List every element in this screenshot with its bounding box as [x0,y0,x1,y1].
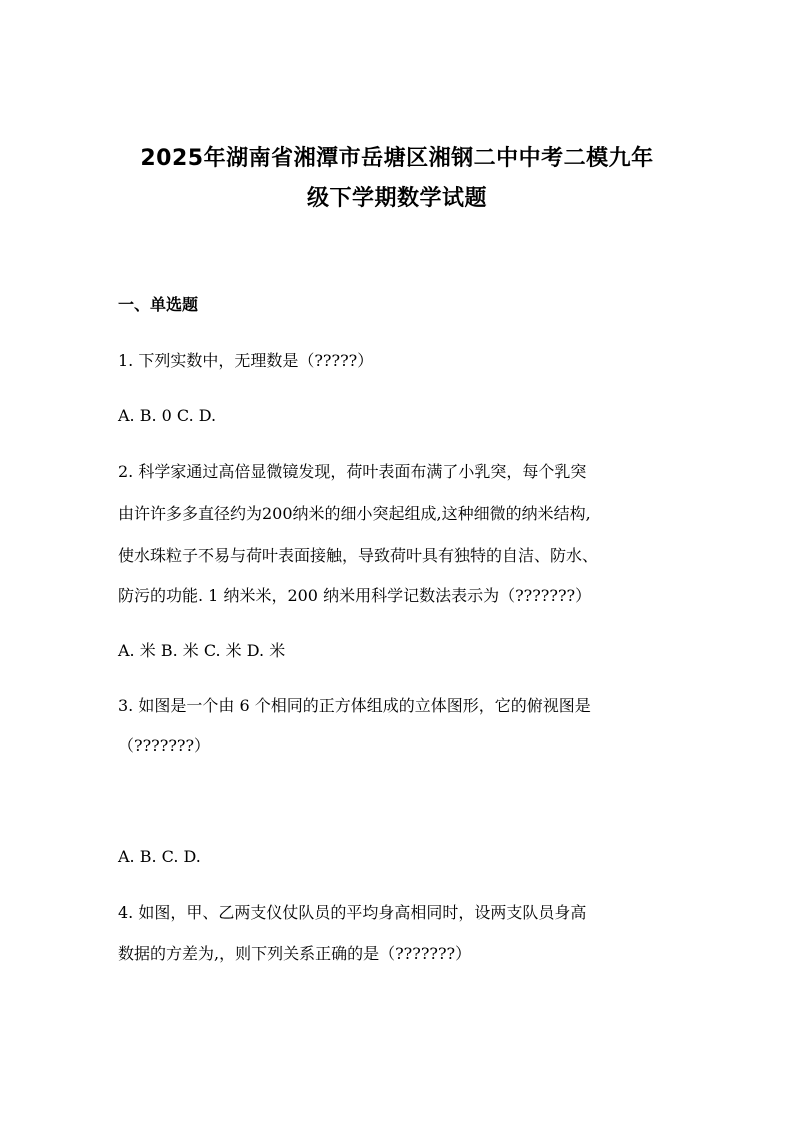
document-title-line-2: 级下学期数学试题 [306,186,487,211]
question-2-line-1: 2. 科学家通过高倍显微镜发现，荷叶表面布满了小乳突，每个乳突 [118,462,587,481]
question-1-options: A. B. 0 C. D. [118,406,217,425]
question-3-options: A. B. C. D. [118,847,201,866]
question-2-options: A. 米 B. 米 C. 米 D. 米 [118,641,286,660]
question-4-line-1: 4. 如图，甲、乙两支仪仗队员的平均身高相同时，设两支队员身高 [118,903,587,922]
document-title-line-1: 2025年湖南省湘潭市岳塘区湘钢二中中考二模九年 [140,146,654,171]
question-3-line-1: 3. 如图是一个由 6 个相同的正方体组成的立体图形，它的俯视图是 [118,696,591,715]
question-2-line-2: 由许许多多直径约为200纳米的细小突起组成,这种细微的纳米结构, [118,504,591,523]
question-2-line-4: 防污的功能. 1 纳米米，200 纳米用科学记数法表示为（???????） [118,586,592,605]
question-4-line-2: 数据的方差为,，则下列关系正确的是（???????） [118,944,472,963]
question-2-line-3: 使水珠粒子不易与荷叶表面接触，导致荷叶具有独特的自洁、防水、 [118,546,599,565]
question-1-stem: 1. 下列实数中，无理数是（?????） [118,351,374,370]
question-3-line-2: （???????） [118,736,211,755]
section-heading: 一、单选题 [118,295,199,314]
